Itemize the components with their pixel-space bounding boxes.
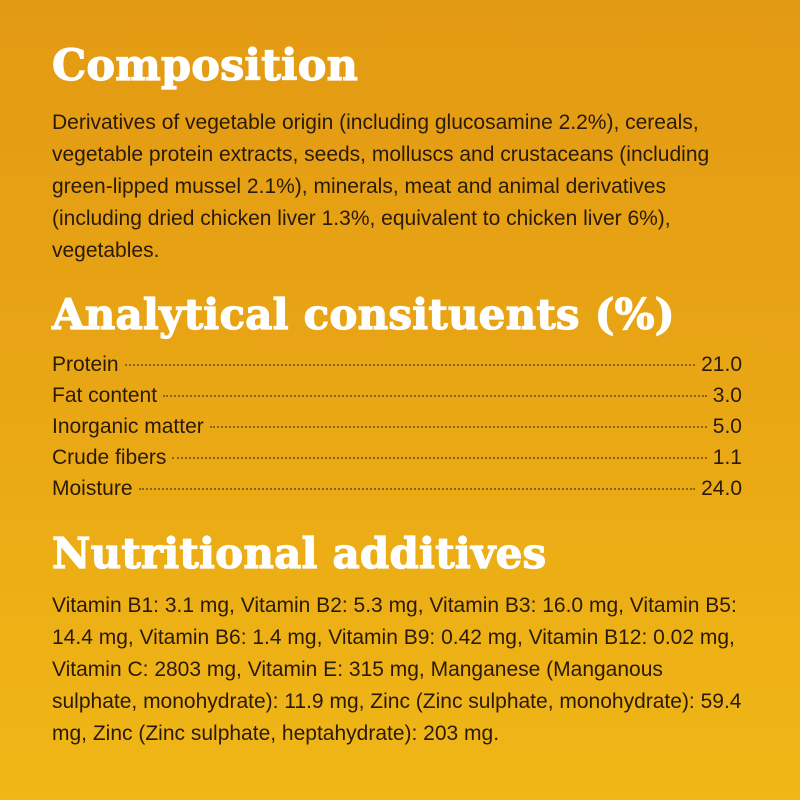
constituent-row-fat-content bbox=[52, 380, 742, 411]
constituent-row-inorganic-matter bbox=[52, 411, 742, 442]
constituent-label: Moisture bbox=[52, 477, 133, 501]
constituent-label: Crude fibers bbox=[52, 446, 167, 470]
constituent-value: 1.1 bbox=[712, 446, 742, 470]
constituent-row-crude-fibers bbox=[52, 442, 742, 473]
constituent-label: Protein bbox=[52, 353, 119, 377]
constituent-label: Fat content bbox=[52, 384, 158, 408]
dot-leader bbox=[139, 488, 696, 490]
nutritional-heading: Nutritional additives bbox=[52, 529, 547, 579]
analytical-constituents-list bbox=[52, 349, 742, 504]
dot-leader bbox=[172, 457, 706, 459]
nutritional-text: Vitamin B1: 3.1 mg, Vitamin B2: 5.3 mg, Vitamin B3: 16.0 mg, Vitamin B5: 14.4 mg, Vitamin B6: 1.4 mg, Vitamin B9: 0.42 mg, Vitamin B12: 0.02 mg, Vitamin C: 2803 mg, Vitamin E: 315 mg, Manganese (Manganous sulphate, monohydrate): 11.9 mg, Zinc (Zinc sulphate, monohydrate): 59.4 mg, Zinc (Zinc sulphate, heptahydrate): 203 mg. bbox=[52, 594, 742, 746]
analytical-heading: Analytical consituents (%) bbox=[52, 290, 675, 340]
constituent-value: 3.0 bbox=[712, 384, 742, 408]
constituent-value: 5.0 bbox=[712, 415, 742, 439]
dot-leader bbox=[210, 426, 707, 428]
dot-leader bbox=[163, 395, 707, 397]
dot-leader bbox=[125, 364, 696, 366]
composition-heading: Composition bbox=[52, 41, 359, 91]
constituent-value: 21.0 bbox=[701, 353, 742, 377]
constituent-row-moisture bbox=[52, 473, 742, 504]
constituent-row-protein bbox=[52, 349, 742, 380]
constituent-label: Inorganic matter bbox=[52, 415, 204, 439]
composition-text: Derivatives of vegetable origin (including glucosamine 2.2%), cereals, vegetable protein extracts, seeds, molluscs and crustaceans (including green-lipped mussel 2.1%), minerals, meat and animal derivatives (including dried chicken liver 1.3%, equivalent to chicken liver 6%), vegetables. bbox=[52, 111, 710, 263]
nutrition-panel bbox=[52, 41, 752, 750]
constituent-value: 24.0 bbox=[701, 477, 742, 501]
